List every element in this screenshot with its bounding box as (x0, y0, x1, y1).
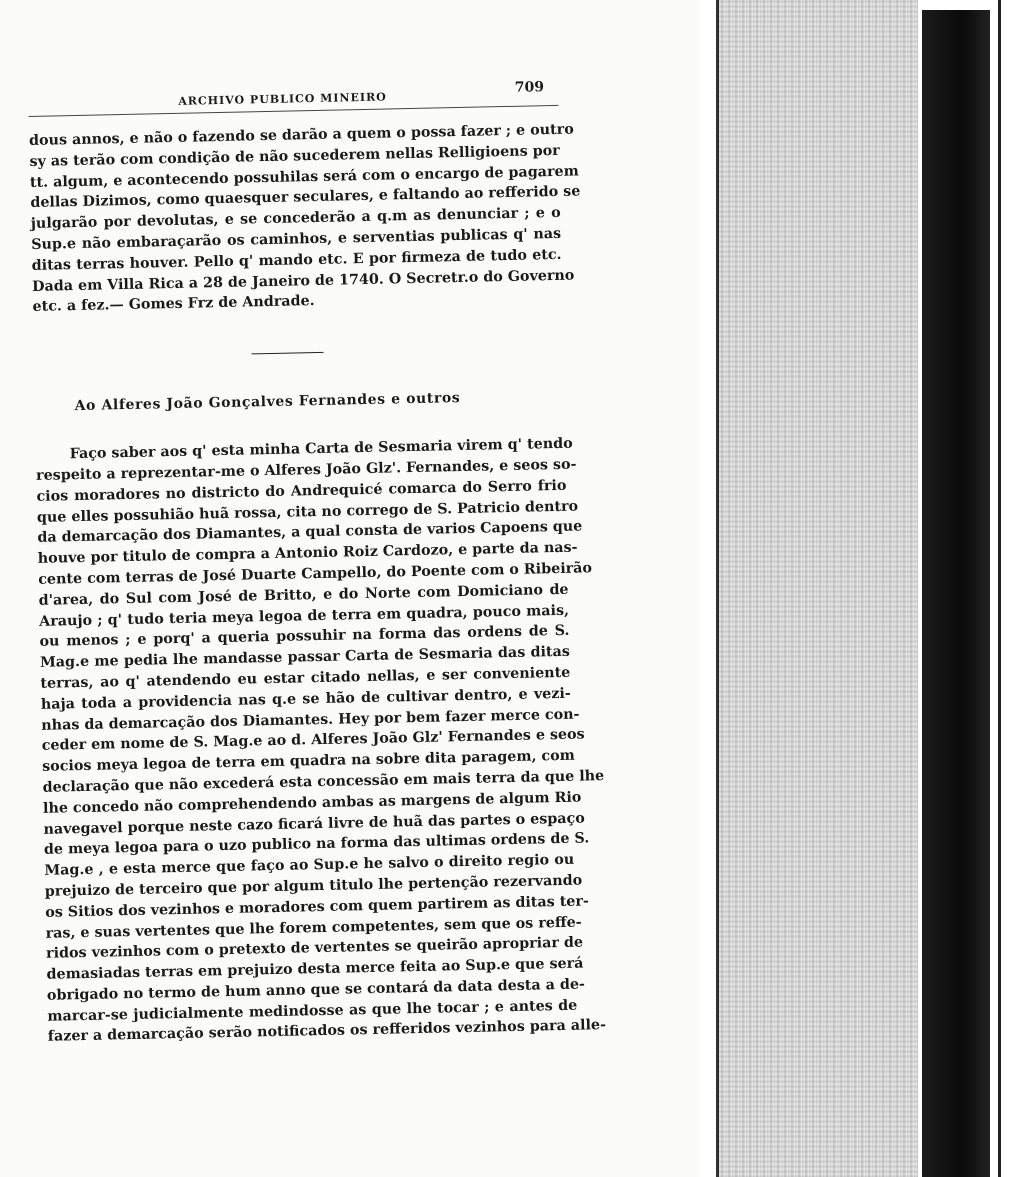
text-line: demasiadas terras em prejuizo desta merce feita ao Sup.e que será (46, 955, 584, 983)
text-line: tt. algum, e acontecendo possuhilas será com o encargo de pagarem (29, 163, 579, 191)
text-line: ridos vezinhos com o pretexto de vertentes se queirão apropriar de (45, 934, 584, 963)
text-line: Araujo ; q' tudo teria meya legoa de terra em quadra, pouco mais, (38, 602, 570, 630)
section-title: Ao Alferes João Gonçalves Fernandes e outros (74, 390, 461, 415)
scan-edge-dark-band (922, 10, 990, 1177)
text-line: que elles possuhião huã rossa, cita no corrego de S. Patricio dentro (36, 498, 579, 526)
text-line: Faço saber aos q' esta minha Carta de Sesmaria virem q' tendo (69, 435, 573, 463)
text-line: etc. a fez.— Gomes Frz de Andrade. (32, 293, 315, 316)
scan-edge (700, 0, 1026, 1177)
text-line: lhe concedo não comprehendendo ambas as margens de algum Rio (42, 789, 582, 817)
text-line: haja toda a providencia nas q.e se hão de cultivar dentro, e vezi- (40, 685, 571, 713)
text-line: da demarcação dos Diamantes, a qual consta de varios Capoens que (37, 518, 583, 547)
text-line: de meya legoa para o uzo publico na forma das ultimas ordens de S. (43, 830, 590, 859)
text-line: julgarão por devolutas, e se concederão a q.m as denunciar ; e o (30, 205, 561, 233)
text-line: prejuizo de terceiro que por algum titulo lhe pertenção rezervando (44, 872, 583, 900)
text-line: cios moradores no districto do Andrequicé comarca do Serro frio (36, 477, 567, 505)
paragraph-continuation (28, 120, 581, 318)
text-line: marcar-se judicialmente medindosse as que lhe tocar ; e antes de (47, 997, 578, 1025)
scan-edge-noise (718, 0, 918, 1177)
text-line: dous annos, e não o fazendo se darão a quem o possa fazer ; e outro (28, 121, 574, 149)
text-line: Mag.e me pedia lhe mandasse passar Carta de Sesmaria das ditas (39, 643, 571, 672)
page-header (28, 79, 558, 117)
text-line: sy as terão com condição de não sucederem nellas Relligioens por (29, 142, 560, 170)
text-line: ras, e suas vertentes que lhe forem competentes, sem que os reffe- (45, 914, 582, 942)
text-line: Dada em Villa Rica a 28 de Janeiro de 1740. O Secretr.o do Governo (31, 267, 575, 295)
text-line: respeito a reprezentar-me o Alferes João Glz'. Fernandes, e seos so- (35, 456, 577, 484)
text-line: terras, ao q' atendendo eu estar citado nellas, e ser conveniente (40, 664, 571, 692)
text-line: d'area, do Sul com José de Britto, e do Norte com Domiciano de (38, 581, 569, 609)
text-line: ceder em nome de S. Mag.e ao d. Alferes João Glz' Fernandes e seos (41, 726, 585, 755)
text-line: navegavel porque neste cazo ficará livre de huã das partes o espaço (43, 810, 586, 838)
text-line: fazer a demarcação serão notificados os refferidos vezinhos para alle- (47, 1017, 607, 1046)
text-line: nhas da demarcação dos Diamantes. Hey por bem fazer merce con- (41, 706, 580, 734)
text-line: houve por titulo de compra a Antonio Roiz Cardozo, e parte da nas- (37, 539, 578, 568)
section-separator (252, 352, 324, 355)
text-line: Mag.e , e esta merce que faço ao Sup.e he salvo o direito regio ou (44, 851, 575, 879)
text-line: declaração que não excederá esta concessão em mais terra da que lhe (42, 768, 605, 796)
text-line: Sup.e não embaraçarão os caminhos, e serventias publicas q' nas (31, 225, 562, 253)
text-line: ditas terras houver. Pello q' mando etc. E por firmeza de tudo etc. (31, 246, 562, 274)
text-line: cente com terras de José Duarte Campello, do Poente com o Ribeirão (38, 560, 593, 588)
paragraph-sesmaria (35, 434, 607, 1048)
scan-edge-line-right (998, 0, 1001, 1177)
text-line: dellas Dizimos, como quaesquer seculares, e faltando ao refferido se (30, 183, 581, 212)
page-content (28, 79, 607, 1048)
text-line: ou menos ; e porq' a queria possuhir na forma das ordens de S. (39, 623, 570, 651)
text-line: obrigado no termo de hum anno que se contará da data desta a de- (46, 976, 586, 1004)
running-head: ARCHIVO PUBLICO MINEIRO (178, 90, 387, 108)
text-line: os Sitios dos vezinhos e moradores com quem partirem as ditas ter- (45, 893, 590, 921)
page-number: 709 (514, 79, 545, 96)
text-line: socios meya legoa de terra em quadra na sobre dita paragem, com (42, 747, 575, 775)
